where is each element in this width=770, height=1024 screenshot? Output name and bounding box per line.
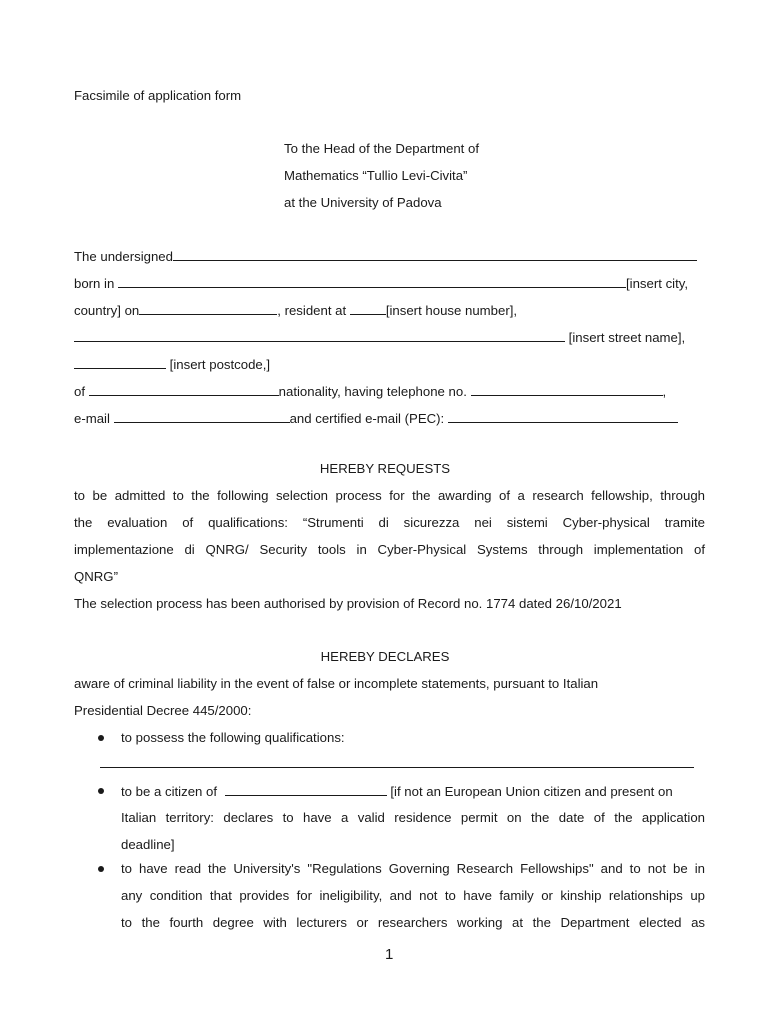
- requests-line-2: the evaluation of qualifications: “Strumenti di sicurezza nei sistemi Cyber-physical tramite: [74, 515, 705, 530]
- qualifications-text: to possess the following qualifications:: [121, 730, 345, 745]
- requests-line-3: implementazione di QNRG/ Security tools in Cyber-Physical Systems through implementation of: [74, 542, 705, 557]
- undersigned-label: The undersigned: [74, 249, 173, 264]
- addressee-line-3: at the University of Padova: [284, 195, 442, 210]
- comma-text: ,: [662, 384, 667, 399]
- bullet-icon: [98, 788, 104, 794]
- of-label: of: [74, 384, 85, 399]
- birthplace-blank[interactable]: [118, 275, 626, 288]
- insert-house-hint: [insert house number],: [385, 303, 518, 318]
- authorisation-text: The selection process has been authorised by provision of Record no. 1774 dated 26/10/2021: [74, 596, 622, 611]
- citizen-line: [121, 783, 673, 800]
- resident-at-label: , resident at: [277, 303, 347, 318]
- pec-blank[interactable]: [448, 410, 678, 423]
- declares-intro-1: aware of criminal liability in the event of false or incomplete statements, pursuant to Italian: [74, 676, 599, 691]
- undersigned-line: [74, 248, 697, 265]
- nationality-blank[interactable]: [89, 383, 279, 396]
- postcode-line: [74, 356, 270, 373]
- email-blank[interactable]: [114, 410, 290, 423]
- addressee-line-1: To the Head of the Department of: [284, 141, 479, 156]
- regulations-line-1: to have read the University's "Regulations Governing Research Fellowships" and to not be in: [121, 861, 705, 876]
- email-label: e-mail: [74, 411, 110, 426]
- regulations-line-2: any condition that provides for ineligibility, and not to have family or kinship relationships up: [121, 888, 705, 903]
- telephone-blank[interactable]: [471, 383, 663, 396]
- country-on-label: country] on: [74, 303, 140, 318]
- addressee-line-2: Mathematics “Tullio Levi-Civita”: [284, 168, 468, 183]
- country-line: [74, 302, 517, 319]
- born-in-line: [74, 275, 688, 292]
- bullet-icon: [98, 735, 104, 741]
- email-line: [74, 410, 678, 427]
- requests-line-4: QNRG”: [74, 569, 118, 584]
- insert-street-hint: [insert street name],: [568, 330, 686, 345]
- qualifications-blank[interactable]: [100, 767, 694, 768]
- pec-label: and certified e-mail (PEC):: [289, 411, 445, 426]
- bullet-icon: [98, 866, 104, 872]
- nationality-line: [74, 383, 666, 400]
- citizen-note: [if not an European Union citizen and present on: [390, 784, 673, 799]
- street-name-blank[interactable]: [74, 329, 565, 342]
- insert-postcode-hint: [insert postcode,]: [169, 357, 271, 372]
- form-title: Facsimile of application form: [74, 88, 242, 103]
- regulations-line-3: to the fourth degree with lecturers or researchers working at the Department elected as: [121, 915, 705, 930]
- born-in-label: born in: [74, 276, 115, 291]
- citizenship-blank[interactable]: [225, 783, 387, 796]
- insert-city-hint: [insert city,: [626, 276, 689, 291]
- birthdate-blank[interactable]: [139, 302, 277, 315]
- house-number-blank[interactable]: [350, 302, 386, 315]
- nationality-label: nationality, having telephone no.: [278, 384, 467, 399]
- postcode-blank[interactable]: [74, 356, 166, 369]
- name-blank[interactable]: [173, 248, 697, 261]
- declares-heading: HEREBY DECLARES: [320, 649, 450, 664]
- declares-intro-2: Presidential Decree 445/2000:: [74, 703, 252, 718]
- page-number: 1: [385, 946, 394, 963]
- requests-heading: HEREBY REQUESTS: [319, 461, 451, 476]
- citizen-line-3: deadline]: [121, 837, 175, 852]
- citizen-line-2: Italian territory: declares to have a valid residence permit on the date of the application: [121, 810, 705, 825]
- citizen-label: to be a citizen of: [121, 784, 218, 799]
- street-line: [74, 329, 685, 346]
- requests-line-1: to be admitted to the following selection process for the awarding of a research fellowship, through: [74, 488, 705, 503]
